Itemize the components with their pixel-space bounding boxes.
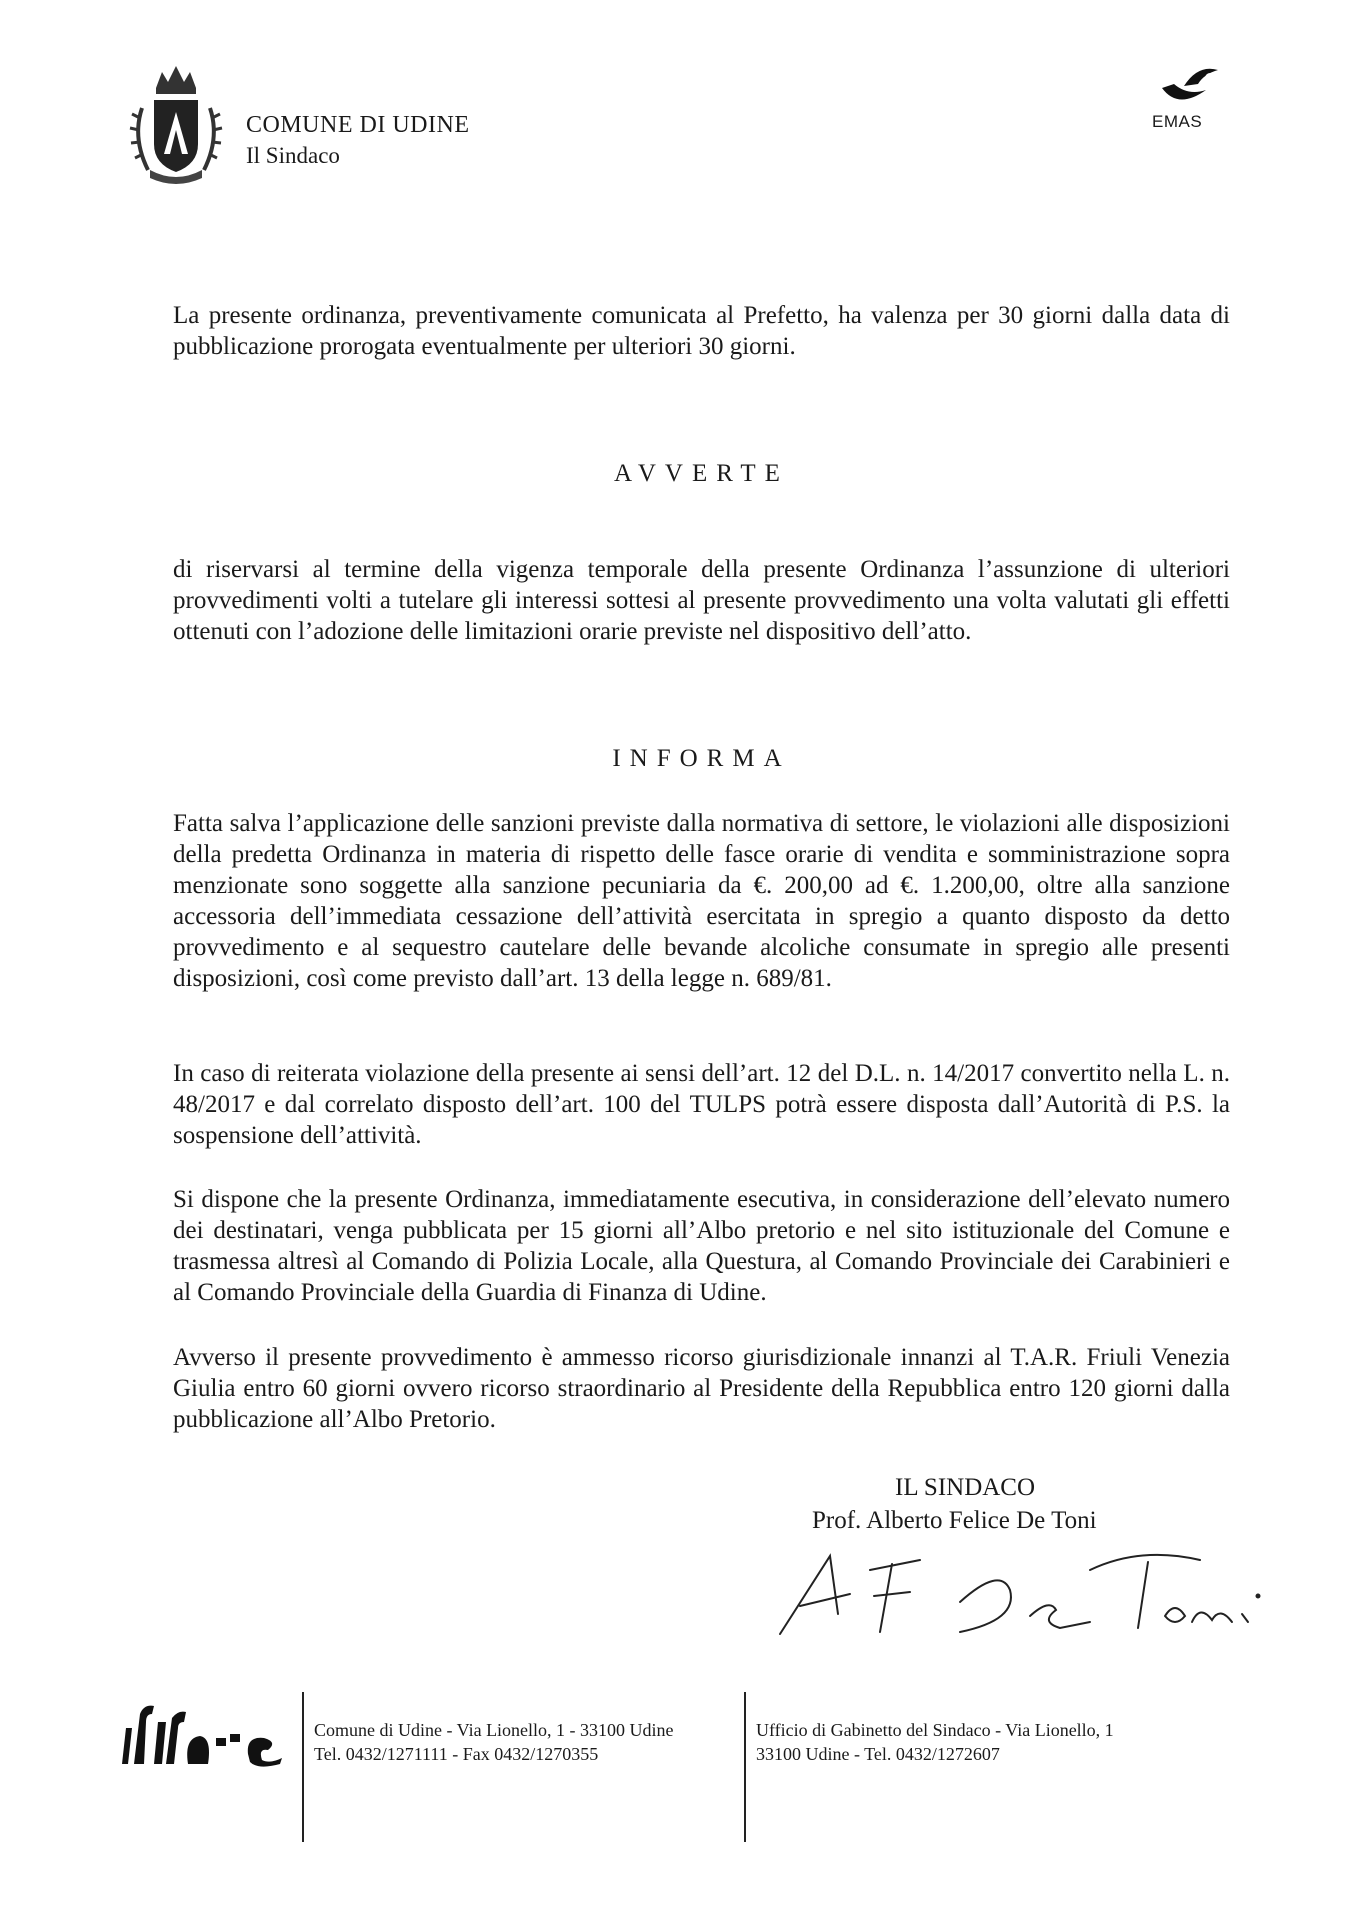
municipality-title: COMUNE DI UDINE [246, 112, 470, 138]
footer-address-line1: Comune di Udine - Via Lionello, 1 - 33100 Udine [314, 1720, 674, 1740]
appeal-paragraph: Avverso il presente provvedimento è ammesso ricorso giurisdizionale innanzi al T.A.R. Friuli Venezia Giulia entro 60 giorni ovvero ricorso straordinario al Presidente della Repubblica entro 120 giorni dalla pubblicazione all’Albo Pretorio. [173, 1344, 1230, 1433]
signatory-name: Prof. Alberto Felice De Toni [812, 1507, 1097, 1534]
footer-address-line2: Tel. 0432/1271111 - Fax 0432/1270355 [314, 1744, 599, 1764]
signature-title: IL SINDACO [895, 1474, 1036, 1501]
heading-avverte: AVVERTE [614, 460, 789, 487]
footer-office-line1: Ufficio di Gabinetto del Sindaco - Via Lionello, 1 [756, 1720, 1114, 1740]
footer-office-line2: 33100 Udine - Tel. 0432/1272607 [756, 1744, 1000, 1764]
footer-divider-2 [744, 1692, 746, 1842]
footer-office-block [756, 1718, 1114, 1766]
city-crest-logo [128, 58, 224, 190]
emas-logo [1148, 60, 1230, 160]
avverte-paragraph: di riservarsi al termine della vigenza temporale della presente Ordinanza l’assunzione di ulteriori provvedimenti volti a tutelare gli interessi sottesi al presente provvedimento una volta valutati gli effetti ottenuti con l’adozione delle limitazioni orarie previste nel dispositivo dell’atto. [173, 556, 1230, 645]
repeat-violation-paragraph: In caso di reiterata violazione della presente ai sensi dell’art. 12 del D.L. n. 14/2017 convertito nella L. n. 48/2017 e dal correlato disposto dell’art. 100 del TULPS potrà essere disposta dall’Autorità di P.S. la sospensione dell’attività. [173, 1060, 1230, 1149]
validity-paragraph: La presente ordinanza, preventivamente comunicata al Prefetto, ha valenza per 30 giorni dalla data di pubblicazione prorogata eventualmente per ulteriori 30 giorni. [173, 302, 1230, 360]
office-subtitle: Il Sindaco [246, 143, 340, 168]
handwritten-signature [760, 1536, 1290, 1646]
publication-paragraph: Si dispone che la presente Ordinanza, immediatamente esecutiva, in considerazione dell’elevato numero dei destinatari, venga pubblicata per 15 giorni all’Albo pretorio e nel sito istituzionale del Comune e trasmessa altresì al Comando di Polizia Locale, alla Questura, al Comando Provinciale dei Carabinieri e al Comando Provinciale della Guardia di Finanza di Udine. [173, 1186, 1230, 1306]
footer-address-block [314, 1718, 674, 1766]
heading-informa: INFORMA [612, 745, 791, 772]
emas-label: EMAS [1152, 112, 1203, 131]
emas-emblem-icon [1148, 60, 1230, 112]
footer-divider-1 [302, 1692, 304, 1842]
udine-brand-logo [118, 1698, 288, 1768]
sanctions-paragraph: Fatta salva l’applicazione delle sanzioni previste dalla normativa di settore, le violazioni alle disposizioni della predetta Ordinanza in materia di rispetto delle fasce orarie di vendita e somministrazione sopra menzionate sono soggette alla sanzione pecuniaria da €. 200,00 ad €. 1.200,00, oltre alla sanzione accessoria dell’immediata cessazione dell’attività esercitata in spregio a quanto disposto da detto provvedimento e al sequestro cautelare delle bevande alcoliche consumate in spregio alle presenti disposizioni, così come previsto dall’art. 13 della legge n. 689/81. [173, 810, 1230, 992]
